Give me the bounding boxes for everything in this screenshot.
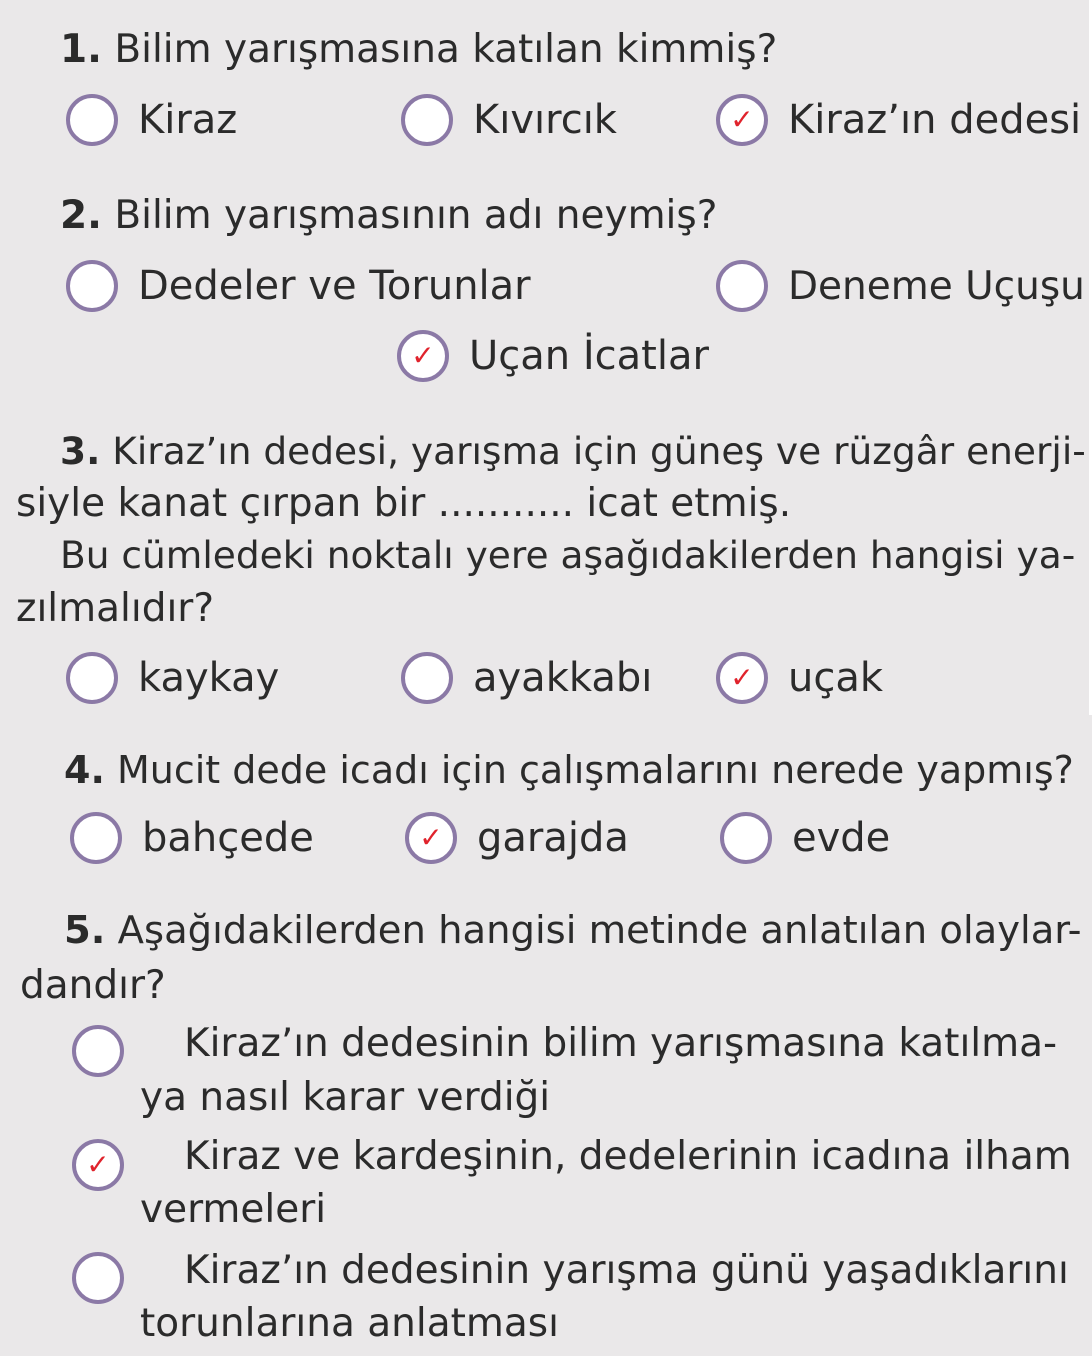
question-text: Mucit dede icadı için çalışmalarını nerede yapmış? [116, 748, 1074, 792]
question-number: 4. [64, 748, 105, 792]
radio-button-checked[interactable] [72, 1139, 124, 1191]
check-icon: ✓ [411, 339, 435, 372]
q1-option-1[interactable] [66, 94, 237, 146]
option-label: Kiraz [138, 97, 238, 143]
q3-option-2[interactable] [401, 652, 652, 704]
option-label: ayakkabı [473, 655, 653, 701]
question-3-line-3: Bu cümledeki noktalı yere aşağıdakilerden hangisi ya- [60, 533, 1076, 577]
check-icon: ✓ [419, 821, 443, 854]
question-1 [60, 27, 778, 72]
question-number: 5. [64, 908, 106, 953]
q4-option-1[interactable] [70, 812, 314, 864]
q4-option-2[interactable] [405, 812, 629, 864]
q1-option-3[interactable] [716, 94, 1081, 146]
question-4 [64, 748, 1074, 792]
radio-button[interactable] [70, 812, 122, 864]
question-5-line-2: dandır? [20, 963, 166, 1008]
q2-option-1[interactable] [66, 260, 531, 312]
check-icon: ✓ [730, 103, 754, 136]
radio-button-checked[interactable] [716, 94, 768, 146]
question-3 [60, 429, 1086, 473]
q4-option-3[interactable] [720, 812, 890, 864]
option-label: evde [792, 815, 891, 861]
radio-button-checked[interactable] [716, 652, 768, 704]
radio-button[interactable] [716, 260, 768, 312]
radio-button[interactable] [66, 94, 118, 146]
question-text: Bilim yarışmasına katılan kimmiş? [114, 27, 778, 72]
radio-button[interactable] [401, 94, 453, 146]
q3-option-3[interactable] [716, 652, 883, 704]
check-icon: ✓ [86, 1148, 110, 1181]
check-icon: ✓ [730, 661, 754, 694]
radio-button[interactable] [72, 1252, 124, 1304]
question-2 [60, 193, 718, 238]
option-label: Dedeler ve Torunlar [138, 263, 531, 309]
question-text: Aşağıdakilerden hangisi metinde anlatılan olaylar- [117, 908, 1082, 953]
option-label: Deneme Uçuşu [788, 263, 1085, 309]
q2-option-3[interactable] [397, 330, 709, 382]
question-number: 2. [60, 193, 102, 238]
question-text: Kiraz’ın dedesi, yarışma için güneş ve rüzgâr enerji- [112, 429, 1086, 473]
question-number: 3. [60, 429, 101, 473]
q3-option-1[interactable] [66, 652, 279, 704]
option-label: uçak [788, 655, 884, 701]
radio-button[interactable] [401, 652, 453, 704]
option-label: Kiraz’ın dedesi [788, 97, 1082, 143]
q2-option-2[interactable] [716, 260, 1085, 312]
option-text-continued: vermeleri [140, 1187, 327, 1232]
option-label: kaykay [138, 655, 280, 701]
radio-button-checked[interactable] [405, 812, 457, 864]
question-text: Bilim yarışmasının adı neymiş? [114, 193, 718, 238]
option-text-continued: ya nasıl karar verdiği [140, 1075, 551, 1120]
option-text: Kiraz ve kardeşinin, dedelerinin icadına ilham [184, 1134, 1072, 1179]
option-label: Kıvırcık [473, 97, 617, 143]
radio-button[interactable] [66, 260, 118, 312]
option-label: Uçan İcatlar [469, 333, 709, 379]
option-text: Kiraz’ın dedesinin yarışma günü yaşadıklarını [184, 1248, 1069, 1293]
radio-button[interactable] [72, 1025, 124, 1077]
question-3-line-2: siyle kanat çırpan bir ........... icat etmiş. [16, 481, 792, 526]
q1-option-2[interactable] [401, 94, 617, 146]
option-text-continued: torunlarına anlatması [140, 1301, 559, 1346]
question-number: 1. [60, 27, 102, 72]
option-label: bahçede [142, 815, 314, 861]
question-3-line-4: zılmalıdır? [16, 586, 215, 631]
option-text: Kiraz’ın dedesinin bilim yarışmasına katılma- [184, 1021, 1058, 1066]
radio-button[interactable] [66, 652, 118, 704]
question-5 [64, 908, 1082, 953]
radio-button-checked[interactable] [397, 330, 449, 382]
option-label: garajda [477, 815, 629, 861]
radio-button[interactable] [720, 812, 772, 864]
